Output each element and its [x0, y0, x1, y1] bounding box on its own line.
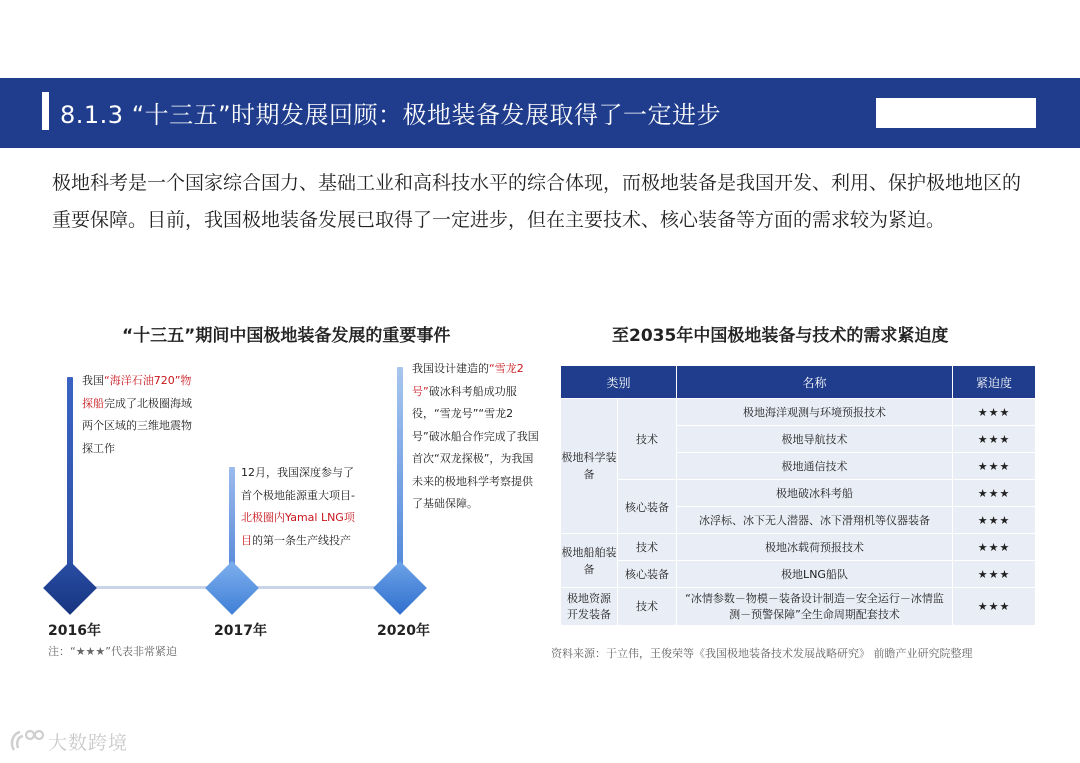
timeline-title: “十三五”期间中国极地装备发展的重要事件 — [122, 326, 451, 346]
timeline-year: 2016年 — [48, 623, 101, 639]
subgroup-cell: 核心装备 — [618, 480, 677, 534]
item-name: 极地通信技术 — [677, 453, 953, 480]
event-text: 我国设计建造的 — [412, 362, 489, 375]
timeline-year: 2020年 — [377, 623, 430, 639]
group-cell: 极地船舶装备 — [561, 534, 618, 588]
event-text: 破冰科考船成功服役，“雪龙号”“雪龙2号”破冰船合作完成了我国首次“双龙探极”，为我国未来的极地科学考察提供了基础保障。 — [412, 384, 539, 510]
urgency-rating: ★★★ — [953, 480, 1036, 507]
event-text: 完成了北极圈海域两个区域的三维地震物探工作 — [82, 396, 192, 455]
item-name: 极地破冰科考船 — [677, 480, 953, 507]
event-highlight: “海洋石油720”物探船 — [82, 374, 192, 410]
group-cell: 极地资源开发装备 — [561, 588, 618, 626]
intro-paragraph: 极地科考是一个国家综合国力、基础工业和高科技水平的综合体现，而极地装备是我国开发、利用、保护极地地区的重要保障。目前，我国极地装备发展已取得了一定进步，但在主要技术、核心装备等方面的需求较为紧迫。 — [52, 172, 1022, 231]
header-blank-box — [876, 98, 1036, 128]
demand-urgency-table — [560, 365, 1036, 626]
urgency-rating: ★★★ — [953, 534, 1036, 561]
timeline-note: 注：“★★★”代表非常紧迫 — [48, 645, 177, 658]
header-urgency: 紧迫度 — [953, 366, 1036, 399]
timeline-marker-2016 — [43, 561, 97, 615]
event-text: 的第一条生产线投产 — [252, 533, 351, 547]
section-header-banner — [0, 78, 1080, 148]
event-text: 我国 — [82, 374, 104, 387]
event-text: 12月，我国深度参与了首个极地能源重大项目- — [241, 466, 355, 502]
item-name: 冰浮标、冰下无人潜器、冰下滑翔机等仪器装备 — [677, 507, 953, 534]
item-name: 极地LNG船队 — [677, 561, 953, 588]
table-row — [561, 561, 1036, 588]
urgency-rating: ★★★ — [953, 399, 1036, 426]
subgroup-cell: 技术 — [618, 534, 677, 561]
item-name: “冰情参数－物模－装备设计制造－安全运行－冰情监测－预警保障”全生命周期配套技术 — [677, 588, 953, 626]
item-name: 极地导航技术 — [677, 426, 953, 453]
section-title: 8.1.3 “十三五”时期发展回顾：极地装备发展取得了一定进步 — [60, 101, 722, 129]
timeline-year: 2017年 — [214, 623, 267, 639]
urgency-rating: ★★★ — [953, 561, 1036, 588]
subgroup-cell: 核心装备 — [618, 561, 677, 588]
event-highlight: “雪龙2号” — [412, 362, 524, 398]
timeline-event-2017 — [241, 462, 363, 552]
table-row — [561, 399, 1036, 426]
title-accent-bar — [42, 92, 49, 130]
watermark-text: 大数跨境 — [48, 731, 129, 754]
watermark-logo-icon — [8, 726, 44, 756]
event-highlight: 北极圈内Yamal LNG项目 — [241, 511, 355, 547]
table-header-row — [561, 366, 1036, 399]
urgency-rating: ★★★ — [953, 588, 1036, 626]
table-row — [561, 480, 1036, 507]
timeline-event-2016 — [82, 370, 200, 460]
item-name: 极地冰载荷预报技术 — [677, 534, 953, 561]
watermark — [8, 726, 128, 756]
timeline-marker-2020 — [373, 561, 427, 615]
table-row — [561, 534, 1036, 561]
timeline-event-2020 — [412, 358, 540, 516]
urgency-rating: ★★★ — [953, 426, 1036, 453]
subgroup-cell: 技术 — [618, 399, 677, 480]
group-cell: 极地科学装备 — [561, 399, 618, 534]
timeline-bar-2020 — [397, 367, 403, 586]
table-row — [561, 588, 1036, 626]
urgency-rating: ★★★ — [953, 453, 1036, 480]
header-category: 类别 — [561, 366, 677, 399]
timeline-bar-2016 — [67, 377, 73, 586]
header-name: 名称 — [677, 366, 953, 399]
subgroup-cell: 技术 — [618, 588, 677, 626]
source-note: 资料来源：于立伟，王俊荣等《我国极地装备技术发展战略研究》 前瞻产业研究院整理 — [551, 647, 973, 660]
urgency-rating: ★★★ — [953, 507, 1036, 534]
table-title: 至2035年中国极地装备与技术的需求紧迫度 — [612, 326, 949, 346]
item-name: 极地海洋观测与环境预报技术 — [677, 399, 953, 426]
timeline-marker-2017 — [205, 561, 259, 615]
